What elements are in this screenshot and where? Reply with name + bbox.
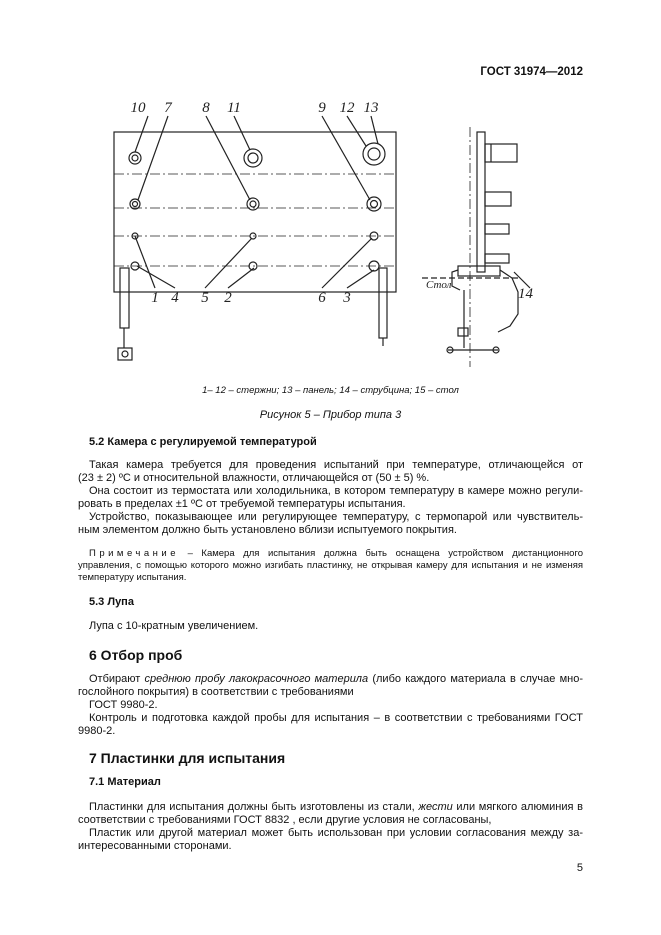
label-5: 5	[201, 290, 209, 306]
label-3: 3	[343, 290, 351, 306]
sec6-l1-em: среднюю пробу лакокрасочного материла	[144, 673, 369, 685]
figure-caption: 1– 12 – стержни; 13 – панель; 14 – струбцина; 15 – стол	[202, 385, 459, 396]
sec52-p2a: Она состоит из термостата или холодильника, в котором температуру в камере можно регули-	[89, 485, 583, 497]
label-13: 13	[363, 100, 379, 116]
page-number: 5	[576, 862, 583, 874]
label-2: 2	[224, 290, 232, 306]
heading-5-2: 5.2 Камера с регулируемой температурой	[89, 436, 317, 448]
sec52-p1a: Такая камера требуется для проведения испытаний при температуре, отличающейся от	[89, 459, 583, 471]
sec52-p2b: ровать в пределах ±1 ºC от требуемой температуры испытания.	[78, 498, 406, 510]
figure-title: Рисунок 5 – Прибор типа 3	[259, 409, 402, 421]
side-panel	[477, 132, 485, 272]
label-8: 8	[202, 100, 210, 116]
sec6-line-3: ГОСТ 9980-2.	[89, 699, 158, 711]
note-line-1	[89, 548, 583, 560]
label-7: 7	[164, 100, 172, 116]
sec6-line-1	[89, 673, 583, 686]
label-9: 9	[318, 100, 326, 116]
sec6-l1-post: (либо каждого материала в случае мно-	[368, 673, 583, 685]
heading-7: 7 Пластинки для испытания	[89, 750, 286, 766]
sec6-line-2: гослойного покрытия) в соответствии с требованиями	[78, 686, 354, 698]
device-type3-drawing	[100, 92, 550, 382]
sec7-l1-em: жести	[418, 801, 453, 813]
label-12: 12	[339, 100, 355, 116]
note-line-2: управления, с помощью которого можно изгибать пластинку, не открывая камеру для испытания и не изменяя	[78, 560, 583, 571]
label-6: 6	[318, 290, 326, 306]
note-text-a: – Камера для испытания должна быть оснащена устройством дистанционного	[179, 548, 583, 559]
sec7-line-3: Пластик или другой материал может быть использован при условии согласования между за-	[89, 827, 583, 839]
label-table: Стол	[426, 279, 452, 291]
sec52-p3b: ным элементом должно быть установлено вблизи испытуемого покрытия.	[78, 524, 457, 536]
sec7-line-1	[89, 801, 583, 814]
sec6-line-5: 9980-2.	[78, 725, 116, 737]
label-1: 1	[151, 290, 159, 306]
sec53-text: Лупа с 10-кратным увеличением.	[89, 620, 259, 632]
heading-7-1: 7.1 Материал	[89, 776, 161, 788]
sec6-l1-pre: Отбирают	[89, 673, 145, 685]
note-line-3: температуру испытания.	[78, 572, 187, 583]
sec7-l1-post: или мягкого алюминия в	[452, 801, 583, 813]
standard-number: ГОСТ 31974—2012	[480, 66, 583, 78]
sec52-p3a: Устройство, показывающее или регулирующее температуру, с термопарой или чувствитель-	[89, 511, 583, 523]
label-14: 14	[518, 286, 533, 302]
sec52-p1b: (23 ± 2) ºC и относительной влажности, отличающейся от (50 ± 5) %.	[78, 472, 430, 484]
label-4: 4	[171, 290, 179, 306]
sec7-l1-pre: Пластинки для испытания должны быть изготовлены из стали,	[89, 801, 419, 813]
sec7-line-4: интересованными сторонами.	[78, 840, 232, 852]
sec6-line-4: Контроль и подготовка каждой пробы для испытания – в соответствии с требованиями ГОСТ	[89, 712, 583, 724]
label-11: 11	[227, 100, 241, 116]
note-label: Примечание	[89, 548, 179, 559]
heading-6: 6 Отбор проб	[89, 647, 183, 663]
label-10: 10	[130, 100, 146, 116]
heading-5-3: 5.3 Лупа	[89, 596, 134, 608]
panel-outline	[114, 132, 396, 292]
sec7-line-2: соответствии с требованиями ГОСТ 8832 , если другие условия не согласованы,	[78, 814, 492, 826]
